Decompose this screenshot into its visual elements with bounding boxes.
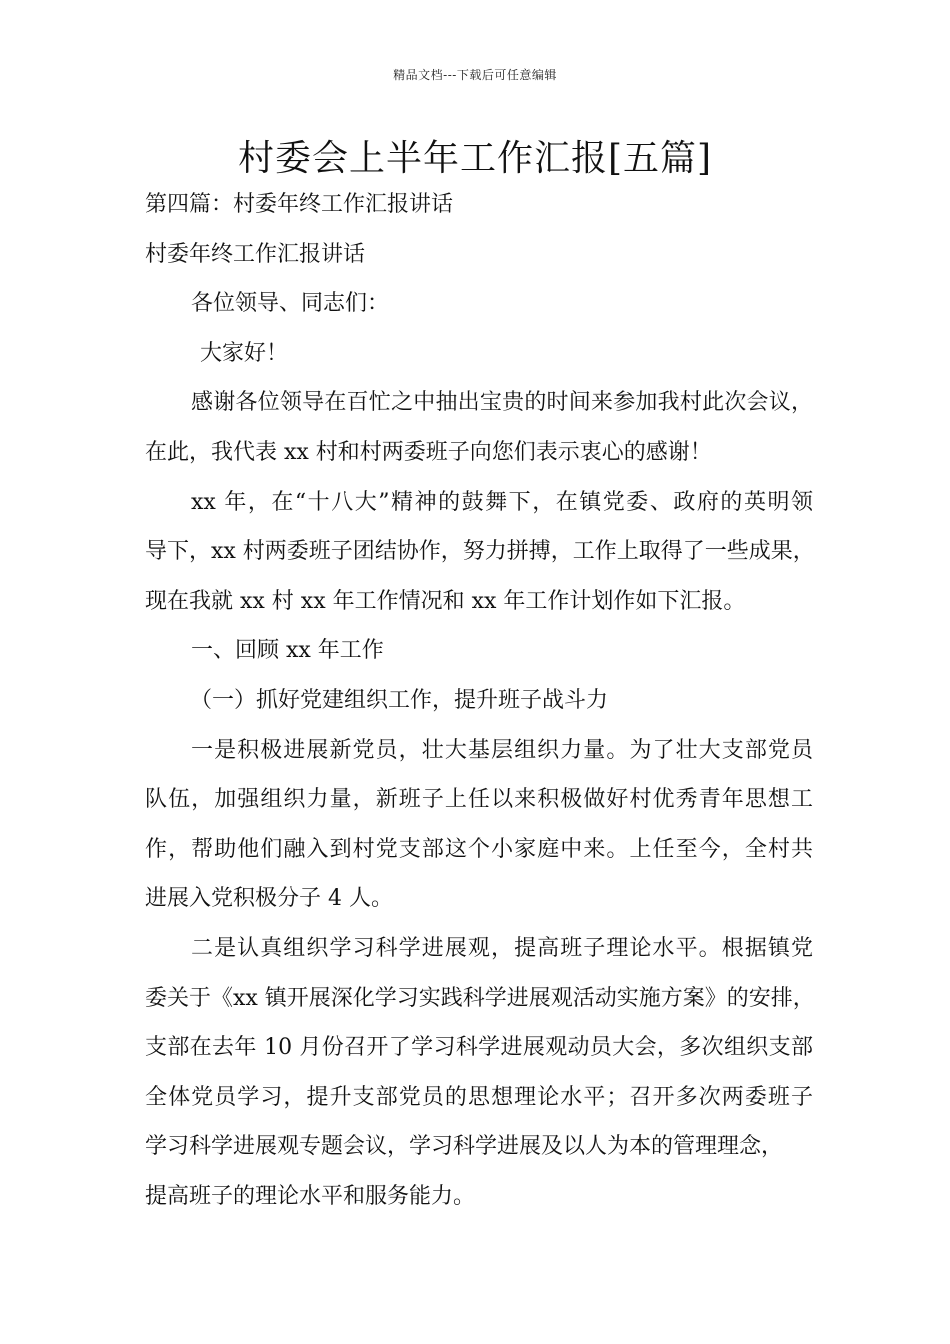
paragraph-line: 现在我就 xx 村 xx 年工作情况和 xx 年工作计划作如下汇报。: [145, 588, 746, 614]
paragraph-line: 全体党员学习，提升支部党员的思想理论水平；召开多次两委班子: [145, 1084, 813, 1110]
paragraph-line: 提高班子的理论水平和服务能力。: [145, 1183, 476, 1209]
paragraph-line: 导下，xx 村两委班子团结协作，努力拼搏，工作上取得了一些成果，: [145, 539, 815, 565]
document-title: 村委会上半年工作汇报[五篇]: [237, 138, 713, 179]
paragraph-line: 作，帮助他们融入到村党支部这个小家庭中来。上任至今，全村共: [145, 836, 813, 862]
paragraph-line: 支部在去年 10 月份召开了学习科学进展观动员大会，多次组织支部: [145, 1035, 813, 1061]
paragraph-line: 队伍，加强组织力量，新班子上任以来积极做好村优秀青年思想工: [145, 787, 813, 813]
document-body: [145, 180, 813, 1221]
page-header: 精品文档---下载后可任意编辑: [393, 68, 557, 82]
paragraph-line: 在此，我代表 xx 村和村两委班子向您们表示衷心的感谢！: [145, 439, 712, 465]
section-heading: 第四篇：村委年终工作汇报讲话: [145, 192, 454, 217]
section-subheading: 一、回顾 xx 年工作: [191, 638, 384, 664]
speech-title: 村委年终工作汇报讲话: [145, 241, 366, 267]
paragraph-line: 一是积极进展新党员，壮大基层组织力量。为了壮大支部党员: [191, 737, 813, 763]
salutation: 各位领导、同志们：: [191, 291, 390, 317]
paragraph-line: 感谢各位领导在百忙之中抽出宝贵的时间来参加我村此次会议，: [191, 390, 813, 416]
paragraph-line: xx 年，在“十八大”精神的鼓舞下，在镇党委、政府的英明领: [191, 489, 813, 515]
paragraph-line: 学习科学进展观专题会议，学习科学进展及以人为本的管理理念，: [145, 1134, 784, 1160]
section-subheading: （一）抓好党建组织工作，提升班子战斗力: [190, 687, 609, 713]
greeting: 大家好！: [200, 340, 289, 366]
paragraph-line: 二是认真组织学习科学进展观，提高班子理论水平。根据镇党: [191, 935, 813, 961]
paragraph-line: 委关于《xx 镇开展深化学习实践科学进展观活动实施方案》的安排，: [145, 985, 815, 1011]
paragraph-line: 进展入党积极分子 4 人。: [145, 886, 393, 912]
